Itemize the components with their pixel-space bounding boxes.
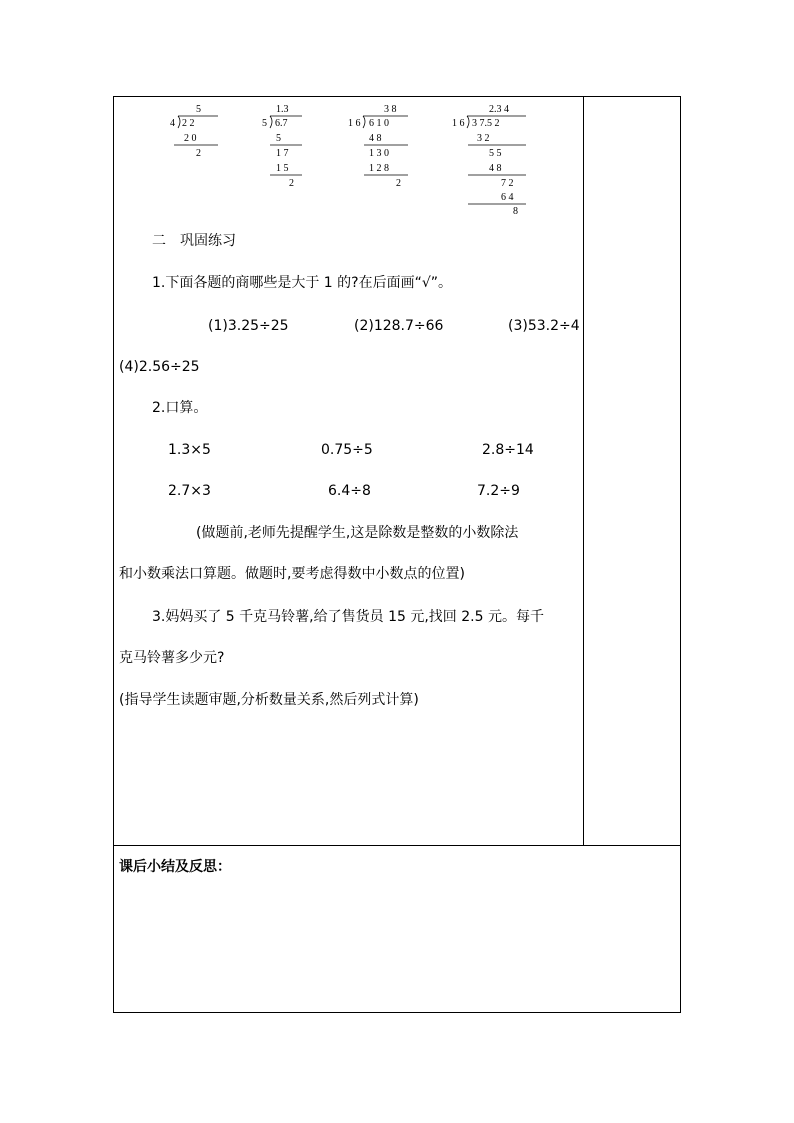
step: 1 7 <box>276 148 289 159</box>
step: 5 <box>276 133 281 144</box>
q2-item: 2.7×3 <box>168 483 211 499</box>
quotient: 1.3 <box>276 104 289 115</box>
q1-item: (3)53.2÷4 <box>508 318 580 334</box>
remainder: 2 <box>196 148 201 159</box>
q1-item: (2)128.7÷66 <box>354 318 444 334</box>
divisor: 1 6 <box>452 118 465 129</box>
step: 6 4 <box>501 192 514 203</box>
q1-item: (4)2.56÷25 <box>119 359 200 375</box>
step: 7 2 <box>501 178 514 189</box>
q1-item: (1)3.25÷25 <box>208 318 289 334</box>
step: 4 8 <box>489 163 502 174</box>
quotient: 5 <box>196 104 201 115</box>
dividend: 3 7.5 2 <box>472 118 500 129</box>
q2-item: 6.4÷8 <box>328 483 371 499</box>
quotient: 3 8 <box>384 104 397 115</box>
long-division-examples <box>160 100 540 220</box>
q3-text: 克马铃薯多少元? <box>119 650 225 666</box>
row-divider <box>113 845 681 846</box>
step: 5 5 <box>489 148 502 159</box>
summary-label: 课后小结及反思： <box>119 859 231 875</box>
division-2 <box>262 104 302 189</box>
dividend: 6.7 <box>275 118 288 129</box>
step: 3 2 <box>477 133 490 144</box>
step: 2 0 <box>184 133 197 144</box>
q1-text: 1.下面各题的商哪些是大于 1 的?在后面画“√”。 <box>152 275 453 291</box>
divisor: 1 6 <box>348 118 361 129</box>
step: 4 8 <box>369 133 382 144</box>
q2-note: 和小数乘法口算题。做题时,要考虑得数中小数点的位置) <box>119 566 465 582</box>
division-1 <box>170 104 218 159</box>
q2-item: 0.75÷5 <box>321 442 373 458</box>
remainder: 2 <box>289 178 294 189</box>
divisor: 4 <box>170 118 175 129</box>
remainder: 2 <box>396 178 401 189</box>
quotient: 2.3 4 <box>489 104 509 115</box>
section-title: 二 巩固练习 <box>152 233 236 249</box>
step: 1 5 <box>276 163 289 174</box>
division-4 <box>452 104 526 217</box>
remainder: 8 <box>513 206 518 217</box>
step: 1 3 0 <box>369 148 389 159</box>
step: 1 2 8 <box>369 163 389 174</box>
q2-item: 2.8÷14 <box>482 442 534 458</box>
q3-text: 3.妈妈买了 5 千克马铃薯,给了售货员 15 元,找回 2.5 元。每千 <box>152 609 544 625</box>
q3-note: (指导学生读题审题,分析数量关系,然后列式计算) <box>119 692 419 708</box>
q2-note: (做题前,老师先提醒学生,这是除数是整数的小数除法 <box>196 525 519 541</box>
division-3 <box>348 104 408 189</box>
dividend: 2 2 <box>182 118 195 129</box>
q2-text: 2.口算。 <box>152 400 208 416</box>
divisor: 5 <box>262 118 267 129</box>
dividend: 6 1 0 <box>369 118 389 129</box>
q2-item: 1.3×5 <box>168 442 211 458</box>
q2-item: 7.2÷9 <box>477 483 520 499</box>
column-divider <box>583 96 584 846</box>
